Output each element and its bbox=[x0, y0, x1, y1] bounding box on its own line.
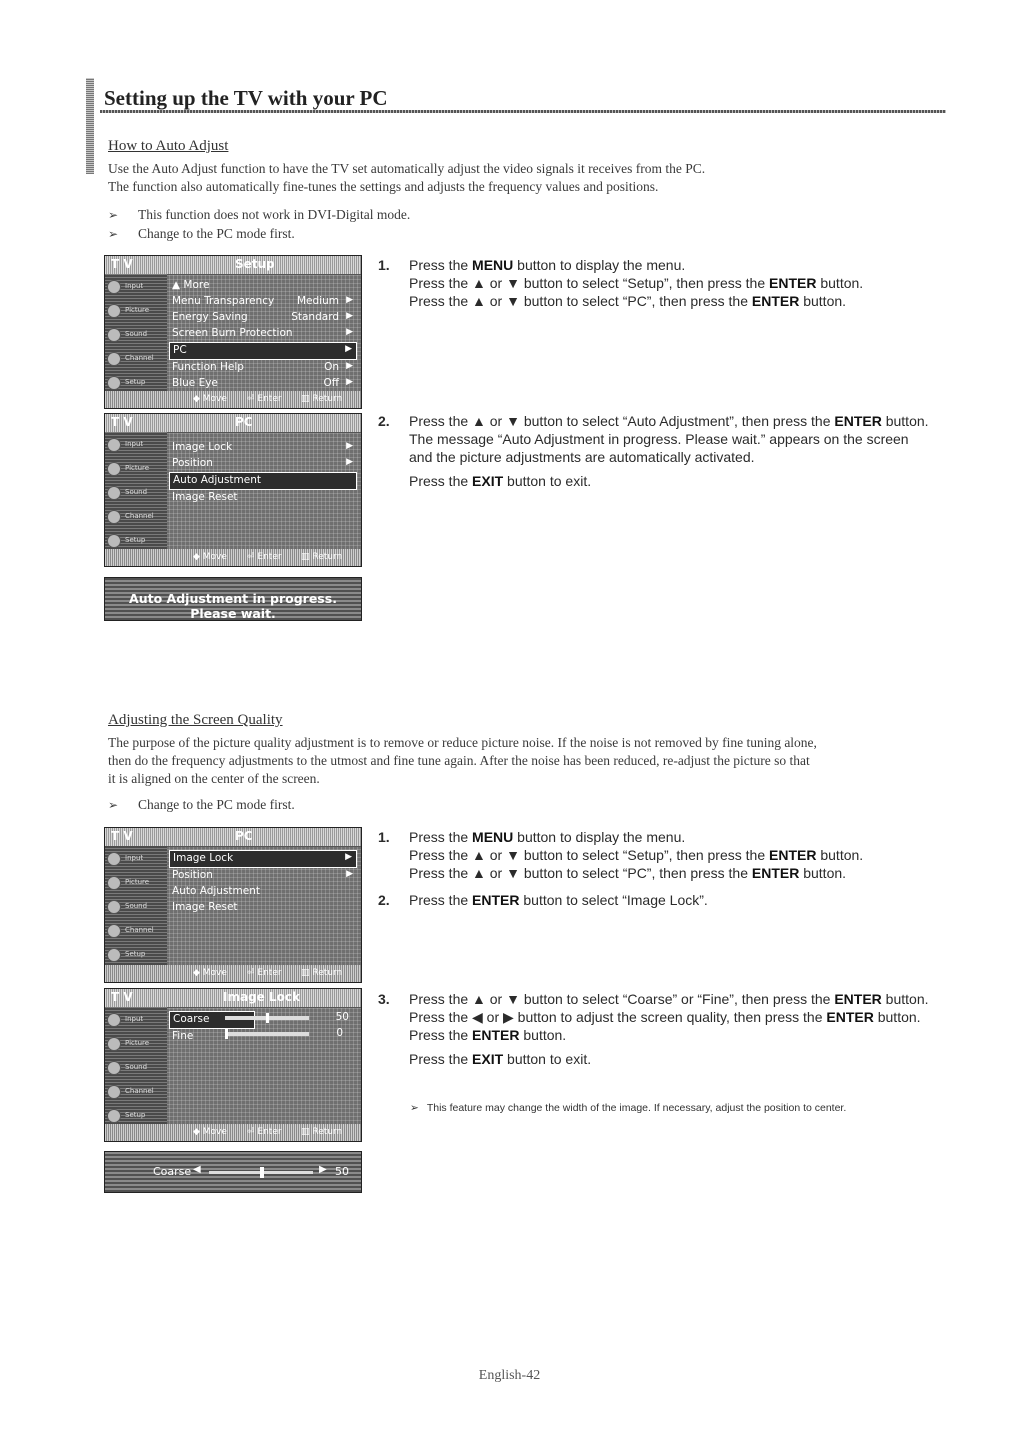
note-arrow-icon: ➢ bbox=[410, 1102, 419, 1114]
osd-row-more: ▲ More bbox=[172, 279, 210, 291]
sound-icon bbox=[107, 1061, 121, 1075]
note-pc-mode bbox=[108, 226, 295, 242]
section-heading-auto-adjust: How to Auto Adjust bbox=[108, 138, 229, 154]
intro-line-2: The function also automatically fine-tunes the settings and adjusts the frequency values and positions. bbox=[108, 179, 659, 194]
osd-footer-enter: ⏎ Enter bbox=[247, 394, 282, 404]
chevron-right-icon: ▶ bbox=[346, 869, 353, 879]
intro-line-1: Use the Auto Adjust function to have the TV set automatically adjust the video signals it receives from the PC. bbox=[108, 161, 706, 176]
note-arrow-icon: ➢ bbox=[108, 227, 119, 241]
coarse-slider-track bbox=[225, 1016, 309, 1020]
coarse-banner-label: Coarse bbox=[153, 1165, 192, 1178]
osd-row-image-lock-selected: Image Lock ▶ bbox=[169, 850, 357, 868]
channel-icon bbox=[107, 510, 121, 524]
osd-row-screen-burn: Screen Burn Protection ▶ bbox=[172, 327, 353, 339]
picture-icon bbox=[107, 462, 121, 476]
osd-footer: ◆ Move ⏎ Enter ▥ Return bbox=[105, 1124, 361, 1141]
note-arrow-icon: ➢ bbox=[108, 208, 119, 222]
coarse-banner-track bbox=[209, 1171, 313, 1174]
chevron-right-icon: ▶ bbox=[346, 295, 353, 305]
osd-tv-label: T V bbox=[111, 829, 133, 843]
chevron-right-icon: ▶ bbox=[346, 327, 353, 337]
osd-title-bar bbox=[105, 414, 361, 433]
osd-row-function-help: Function Help On ▶ bbox=[172, 361, 353, 373]
page-title: Setting up the TV with your PC bbox=[104, 86, 388, 110]
banner-text: Auto Adjustment in progress. Please wait. bbox=[129, 591, 337, 621]
chevron-right-icon: ▶ bbox=[319, 1164, 327, 1175]
note-text: Change to the PC mode first. bbox=[138, 226, 295, 241]
osd-sidebar: Input Picture Sound Channel Setup bbox=[105, 1007, 167, 1124]
coarse-value: 50 bbox=[335, 1011, 349, 1023]
step-2-quality: 2. Press the ENTER button to select “Image Lock”. bbox=[378, 892, 708, 908]
coarse-banner-value: 50 bbox=[335, 1165, 349, 1178]
osd-tv-label: T V bbox=[111, 990, 133, 1004]
chevron-right-icon: ▶ bbox=[345, 852, 352, 862]
osd-pc-list bbox=[169, 850, 357, 916]
input-icon bbox=[107, 438, 121, 452]
osd-pc-list bbox=[169, 440, 357, 506]
fine-slider-track bbox=[225, 1032, 309, 1036]
channel-icon bbox=[107, 1085, 121, 1099]
step-number: 1. bbox=[378, 829, 390, 845]
step-1-auto: 1. Press the MENU button to display the menu. Press the ▲ or ▼ button to select “Setup”, then press the ENTER button. Press the ▲ or ▼ button to select “PC”, then press the ENTER button. bbox=[378, 257, 864, 309]
note-text: Change to the PC mode first. bbox=[138, 797, 295, 812]
setup-icon bbox=[107, 1109, 121, 1123]
setup-icon bbox=[107, 534, 121, 548]
input-icon bbox=[107, 280, 121, 294]
osd-footer bbox=[105, 391, 361, 408]
osd-sidebar: Input Picture Sound Channel Setup bbox=[105, 274, 167, 391]
osd-row-coarse-selected: Coarse bbox=[169, 1011, 255, 1029]
note-text: This function does not work in DVI-Digital mode. bbox=[138, 207, 411, 222]
osd-row-energy-saving: Energy Saving Standard ▶ bbox=[172, 311, 353, 323]
step-number: 2. bbox=[378, 892, 390, 908]
chevron-right-icon: ▶ bbox=[345, 344, 352, 354]
step-number: 3. bbox=[378, 991, 390, 1007]
osd-slider-area bbox=[169, 1011, 357, 1043]
chevron-left-icon: ◀ bbox=[193, 1164, 201, 1175]
osd-row-pc-selected: PC ▶ bbox=[169, 342, 357, 360]
osd-setup-list bbox=[169, 278, 357, 392]
quality-para-2: then do the frequency adjustments to the utmost and fine tune again. After the noise has been reduced, re-adjust the picture so that bbox=[108, 753, 810, 768]
channel-icon bbox=[107, 924, 121, 938]
coarse-banner-knob bbox=[260, 1167, 264, 1178]
step-1-quality: 1. Press the MENU button to display the menu. Press the ▲ or ▼ button to select “Setup”, then press the ENTER button. Press the ▲ or ▼ button to select “PC”, then press the ENTER button. bbox=[378, 829, 864, 881]
osd-footer-move: ◆ Move bbox=[193, 394, 227, 404]
osd-tv-label: T V bbox=[111, 257, 133, 271]
chevron-right-icon: ▶ bbox=[346, 377, 353, 387]
osd-pc-menu-image-lock bbox=[104, 827, 362, 983]
osd-sidebar: Input Picture Sound Channel Setup bbox=[105, 846, 167, 965]
setup-icon bbox=[107, 948, 121, 962]
quality-para-3: it is aligned on the center of the screen. bbox=[108, 771, 320, 786]
chevron-right-icon: ▶ bbox=[346, 311, 353, 321]
osd-title-bar bbox=[105, 256, 361, 275]
osd-image-lock-menu bbox=[104, 988, 362, 1142]
osd-row-fine: Fine bbox=[172, 1030, 194, 1042]
sound-icon bbox=[107, 900, 121, 914]
osd-title-bar bbox=[105, 989, 361, 1008]
fine-slider-knob bbox=[225, 1029, 228, 1039]
osd-row-auto-adjustment: Auto Adjustment bbox=[172, 885, 260, 897]
input-icon bbox=[107, 852, 121, 866]
osd-menu-title: Image Lock bbox=[223, 990, 300, 1004]
sound-icon bbox=[107, 328, 121, 342]
step-3-quality: 3. Press the ▲ or ▼ button to select “Coarse” or “Fine”, then press the ENTER button. Press the ◀ or ▶ button to adjust the screen quality, then press the ENTER button. Press the ENTER button. Press the EXIT button to exit. bbox=[378, 991, 929, 1067]
osd-sidebar: Input Picture Sound Channel Setup bbox=[105, 432, 167, 549]
osd-menu-title: PC bbox=[235, 829, 253, 843]
osd-menu-title: Setup bbox=[235, 257, 275, 271]
fine-value: 0 bbox=[336, 1027, 343, 1039]
osd-footer: ◆ Move ⏎ Enter ▥ Return bbox=[105, 549, 361, 566]
step-number: 1. bbox=[378, 257, 390, 273]
page-number: English-42 bbox=[478, 1368, 541, 1383]
osd-pc-menu-auto bbox=[104, 413, 362, 567]
osd-row-image-reset: Image Reset bbox=[172, 901, 238, 913]
input-icon bbox=[107, 1013, 121, 1027]
picture-icon bbox=[107, 876, 121, 890]
chevron-right-icon: ▶ bbox=[346, 441, 353, 451]
osd-row-position: Position ▶ bbox=[172, 869, 353, 881]
osd-row-auto-adjustment-selected: Auto Adjustment bbox=[169, 472, 357, 490]
channel-icon bbox=[107, 352, 121, 366]
sound-icon bbox=[107, 486, 121, 500]
step-2-auto: 2. Press the ▲ or ▼ button to select “Auto Adjustment”, then press the ENTER button. The message “Auto Adjustment in progress. Please wait.” appears on the screen and the picture adjustments are automatically activated. Press the EXIT button to exit. bbox=[378, 413, 929, 489]
osd-footer: ◆ Move ⏎ Enter ▥ Return bbox=[105, 965, 361, 982]
auto-adjust-progress-banner bbox=[104, 577, 362, 621]
picture-icon bbox=[107, 1037, 121, 1051]
width-change-note: ➢ This feature may change the width of the image. If necessary, adjust the position to center. bbox=[410, 1102, 847, 1114]
setup-icon bbox=[107, 376, 121, 390]
title-rule bbox=[100, 110, 946, 113]
osd-row-image-lock: Image Lock ▶ bbox=[172, 441, 353, 453]
picture-icon bbox=[107, 304, 121, 318]
note-arrow-icon: ➢ bbox=[108, 798, 119, 812]
chevron-right-icon: ▶ bbox=[346, 361, 353, 371]
osd-row-position: Position ▶ bbox=[172, 457, 353, 469]
osd-row-blue-eye: Blue Eye Off ▶ bbox=[172, 377, 353, 389]
osd-row-menu-transparency: Menu Transparency Medium ▶ bbox=[172, 295, 353, 307]
note-dvi bbox=[108, 207, 410, 223]
step-number: 2. bbox=[378, 413, 390, 429]
chevron-right-icon: ▶ bbox=[346, 457, 353, 467]
header-accent-bar bbox=[86, 78, 94, 174]
coarse-slider-knob bbox=[266, 1013, 269, 1023]
osd-setup-menu bbox=[104, 255, 362, 409]
quality-para-1: The purpose of the picture quality adjustment is to remove or reduce picture noise. If the noise is not removed by fine tuning alone, bbox=[108, 735, 817, 750]
coarse-adjust-banner bbox=[104, 1151, 362, 1193]
osd-menu-title: PC bbox=[235, 415, 253, 429]
osd-title-bar bbox=[105, 828, 361, 847]
note-pc-mode-2 bbox=[108, 797, 295, 813]
osd-footer-return: ▥ Return bbox=[301, 394, 343, 404]
section-heading-screen-quality: Adjusting the Screen Quality bbox=[108, 712, 283, 728]
osd-row-image-reset: Image Reset bbox=[172, 491, 238, 503]
osd-tv-label: T V bbox=[111, 415, 133, 429]
